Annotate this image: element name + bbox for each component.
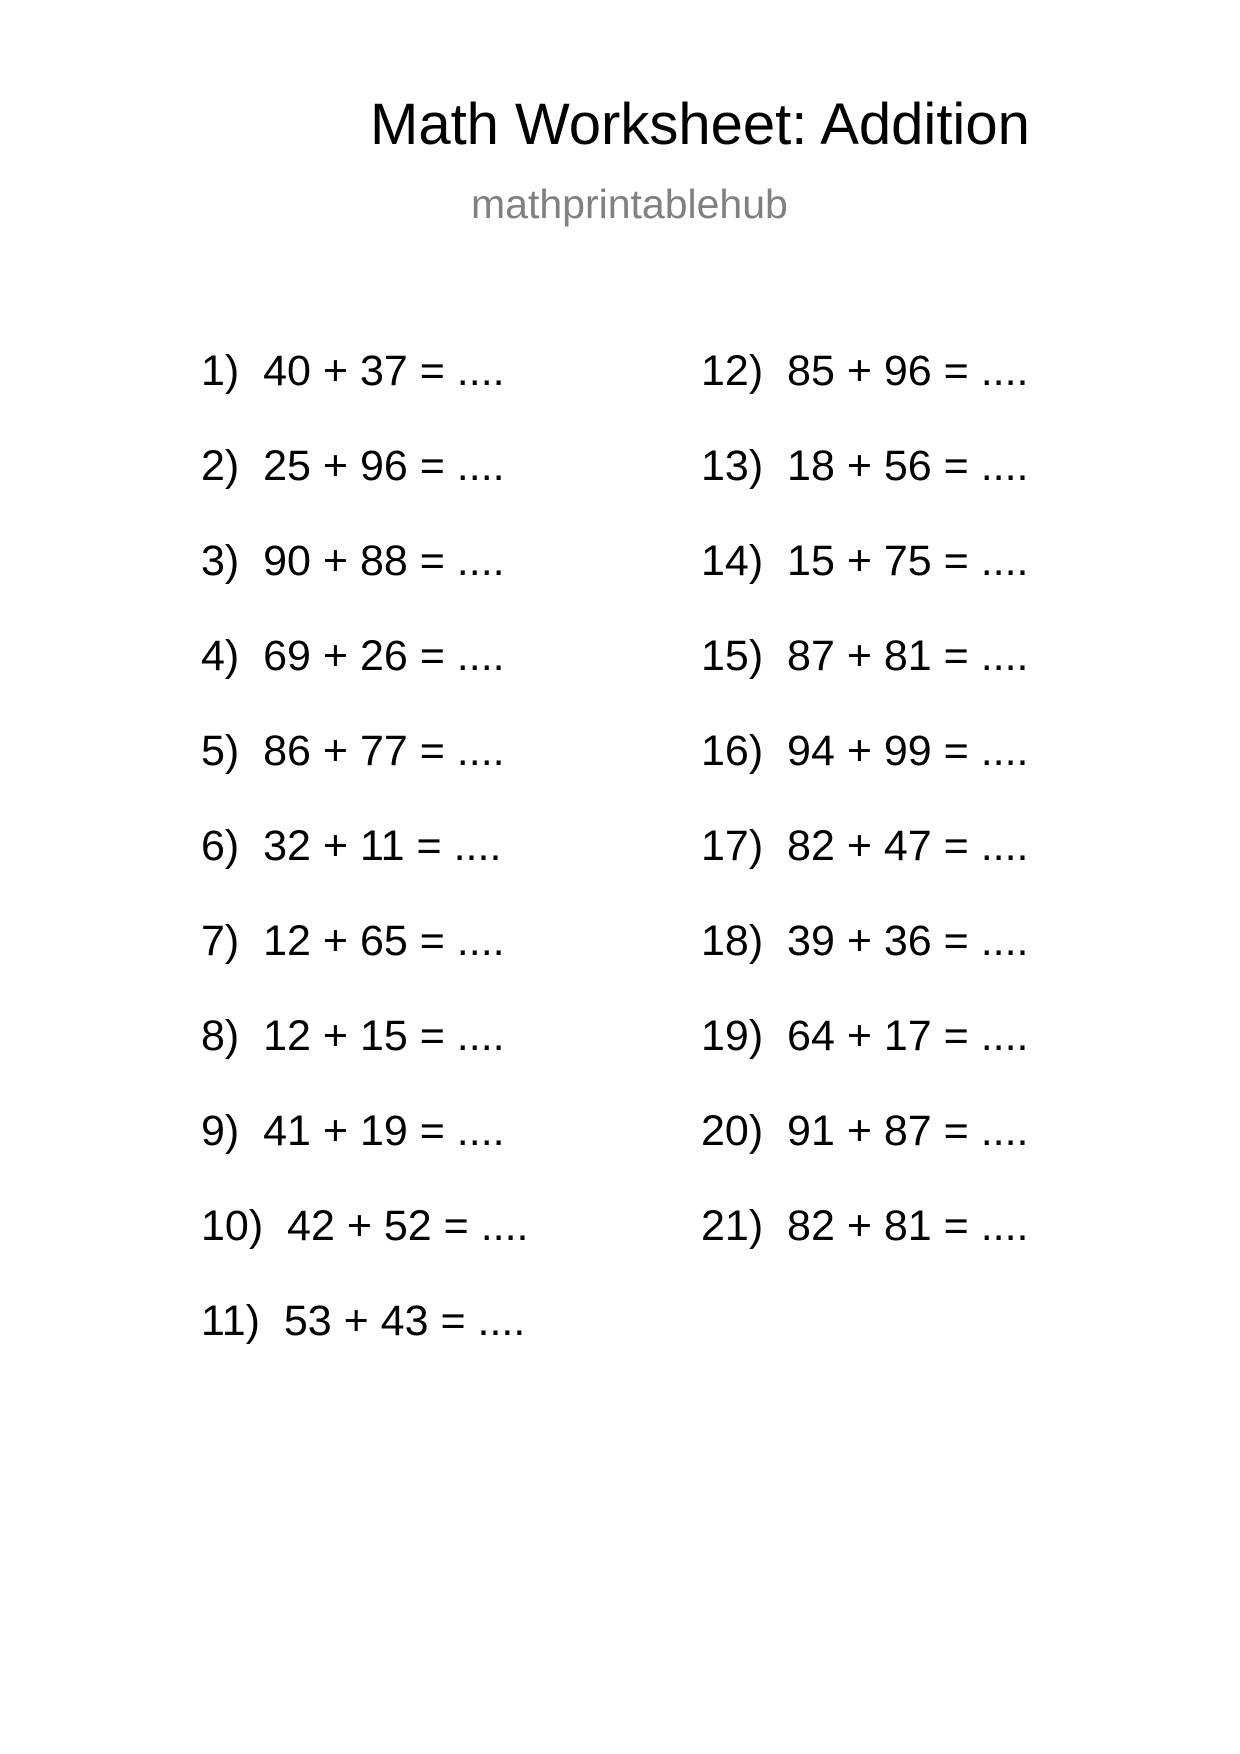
problem-item: 14) 15 + 75 = .... (701, 537, 1029, 585)
problem-item: 4) 69 + 26 = .... (201, 632, 505, 680)
problem-item: 12) 85 + 96 = .... (701, 347, 1029, 395)
problems-left-column (201, 347, 529, 1395)
problem-item: 5) 86 + 77 = .... (201, 727, 505, 775)
problem-item: 1) 40 + 37 = .... (201, 347, 505, 395)
problem-item: 6) 32 + 11 = .... (201, 822, 502, 870)
problem-item: 8) 12 + 15 = .... (201, 1012, 505, 1060)
worksheet-subtitle: mathprintablehub (471, 181, 788, 227)
problem-item: 17) 82 + 47 = .... (701, 822, 1029, 870)
problems-right-column (701, 347, 1029, 1300)
problem-item: 9) 41 + 19 = .... (201, 1107, 505, 1155)
problem-item: 16) 94 + 99 = .... (701, 727, 1029, 775)
problem-item: 18) 39 + 36 = .... (701, 917, 1029, 965)
problem-item: 10) 42 + 52 = .... (201, 1202, 529, 1250)
worksheet-title: Math Worksheet: Addition (370, 92, 1030, 157)
problem-item: 19) 64 + 17 = .... (701, 1012, 1029, 1060)
problem-item: 7) 12 + 65 = .... (201, 917, 505, 965)
problem-item: 15) 87 + 81 = .... (701, 632, 1029, 680)
problem-item: 13) 18 + 56 = .... (701, 442, 1029, 490)
problem-item: 2) 25 + 96 = .... (201, 442, 505, 490)
problem-item: 21) 82 + 81 = .... (701, 1202, 1029, 1250)
problem-item: 3) 90 + 88 = .... (201, 537, 505, 585)
problem-item: 20) 91 + 87 = .... (701, 1107, 1029, 1155)
problem-item: 11) 53 + 43 = .... (201, 1297, 526, 1345)
